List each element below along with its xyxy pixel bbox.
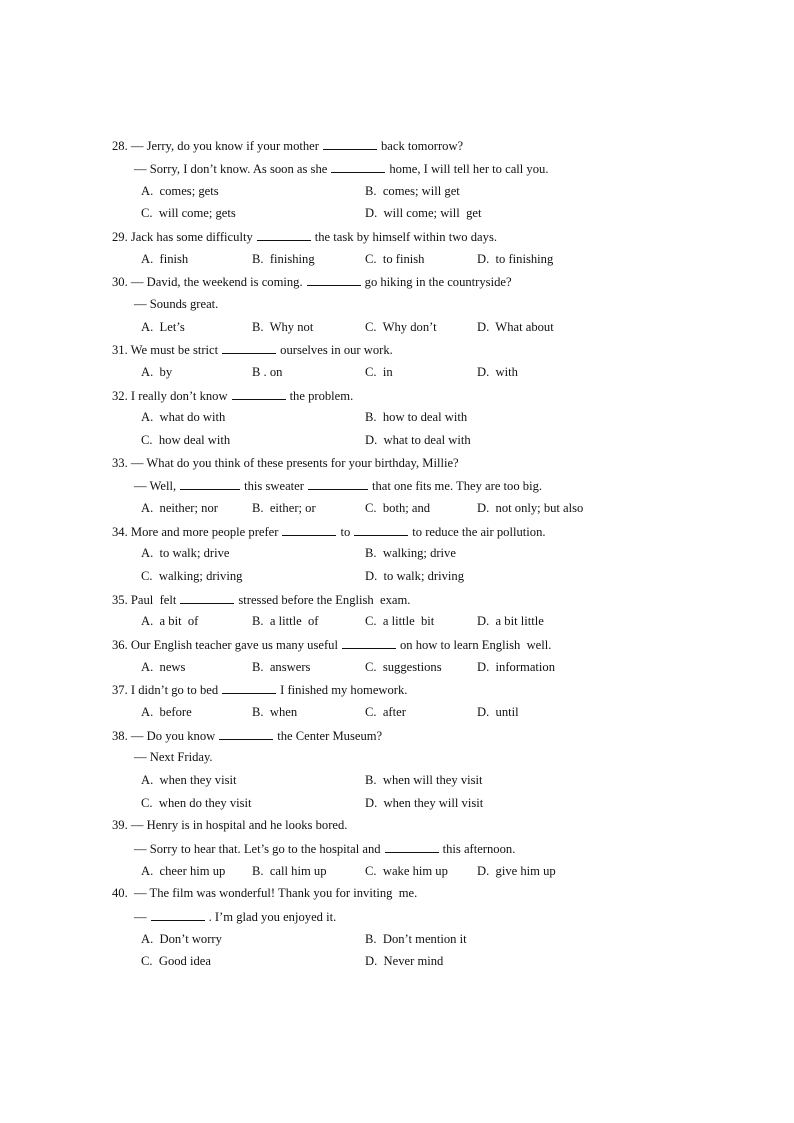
- option-c: C. Good idea: [141, 954, 211, 968]
- question-33-reply: — Well, this sweater that one fits me. They are too big.: [134, 479, 543, 493]
- option-d: D. Never mind: [365, 954, 444, 968]
- option-c: C. to finish: [365, 252, 425, 266]
- option-c: C. will come; gets: [141, 206, 236, 220]
- option-a: A. neither; nor: [141, 501, 218, 515]
- option-d: D. when they will visit: [365, 796, 484, 810]
- option-c: C. suggestions: [365, 660, 442, 674]
- question-28-reply: — Sorry, I don’t know. As soon as she home, I will tell her to call you.: [134, 162, 549, 176]
- answer-blank: [307, 273, 361, 286]
- option-a: A. what do with: [141, 410, 226, 424]
- option-d: D. what to deal with: [365, 433, 471, 447]
- answer-blank: [282, 523, 336, 536]
- option-a: A. Don’t worry: [141, 932, 222, 946]
- option-a: A. cheer him up: [141, 864, 226, 878]
- option-b: B. a little of: [252, 614, 319, 628]
- question-37-stem: 37. I didn’t go to bed I finished my homework.: [112, 683, 408, 697]
- option-c: C. after: [365, 705, 406, 719]
- option-b: B. answers: [252, 660, 311, 674]
- answer-blank: [180, 477, 240, 490]
- option-a: A. comes; gets: [141, 184, 219, 198]
- question-39-stem: 39. — Henry is in hospital and he looks bored.: [112, 818, 348, 832]
- option-b: B . on: [252, 365, 283, 379]
- question-36-stem: 36. Our English teacher gave us many useful on how to learn English well.: [112, 638, 552, 652]
- option-b: B. when will they visit: [365, 773, 483, 787]
- option-d: D. will come; will get: [365, 206, 482, 220]
- question-39-reply: — Sorry to hear that. Let’s go to the hospital and this afternoon.: [134, 842, 516, 856]
- option-b: B. when: [252, 705, 298, 719]
- option-b: B. Why not: [252, 320, 314, 334]
- option-a: A. Let’s: [141, 320, 185, 334]
- option-d: D. until: [477, 705, 519, 719]
- option-b: B. call him up: [252, 864, 327, 878]
- option-d: D. give him up: [477, 864, 556, 878]
- answer-blank: [308, 477, 368, 490]
- option-a: A. to walk; drive: [141, 546, 230, 560]
- question-34-stem: 34. More and more people prefer to to reduce the air pollution.: [112, 525, 546, 539]
- answer-blank: [222, 681, 276, 694]
- answer-blank: [257, 228, 311, 241]
- option-c: C. Why don’t: [365, 320, 437, 334]
- answer-blank: [219, 727, 273, 740]
- option-a: A. news: [141, 660, 186, 674]
- question-40-reply: — . I’m glad you enjoyed it.: [134, 910, 337, 924]
- option-b: B. how to deal with: [365, 410, 468, 424]
- answer-blank: [385, 840, 439, 853]
- option-a: A. when they visit: [141, 773, 237, 787]
- option-c: C. both; and: [365, 501, 431, 515]
- answer-blank: [331, 160, 385, 173]
- option-d: D. a bit little: [477, 614, 544, 628]
- option-c: C. wake him up: [365, 864, 448, 878]
- option-c: C. when do they visit: [141, 796, 252, 810]
- option-d: D. to finishing: [477, 252, 554, 266]
- option-a: A. a bit of: [141, 614, 199, 628]
- option-b: B. comes; will get: [365, 184, 460, 198]
- option-c: C. walking; driving: [141, 569, 243, 583]
- option-a: A. finish: [141, 252, 189, 266]
- answer-blank: [180, 591, 234, 604]
- question-30-stem: 30. — David, the weekend is coming. go hiking in the countryside?: [112, 275, 512, 289]
- answer-blank: [222, 341, 276, 354]
- option-d: D. not only; but also: [477, 501, 584, 515]
- question-40-stem: 40. — The film was wonderful! Thank you for inviting me.: [112, 886, 418, 900]
- question-31-stem: 31. We must be strict ourselves in our work.: [112, 343, 393, 357]
- question-30-reply: — Sounds great.: [134, 297, 219, 311]
- option-a: A. before: [141, 705, 192, 719]
- answer-blank: [342, 636, 396, 649]
- option-c: C. a little bit: [365, 614, 435, 628]
- option-b: B. Don’t mention it: [365, 932, 467, 946]
- option-b: B. finishing: [252, 252, 315, 266]
- option-b: B. either; or: [252, 501, 316, 515]
- option-a: A. by: [141, 365, 173, 379]
- option-d: D. with: [477, 365, 518, 379]
- answer-blank: [323, 137, 377, 150]
- answer-blank: [151, 908, 205, 921]
- answer-blank: [232, 387, 286, 400]
- question-28-stem: 28. — Jerry, do you know if your mother back tomorrow?: [112, 139, 464, 153]
- option-c: C. how deal with: [141, 433, 231, 447]
- option-d: D. to walk; driving: [365, 569, 464, 583]
- option-d: D. What about: [477, 320, 554, 334]
- answer-blank: [354, 523, 408, 536]
- question-35-stem: 35. Paul felt stressed before the English exam.: [112, 593, 411, 607]
- question-32-stem: 32. I really don’t know the problem.: [112, 389, 354, 403]
- option-b: B. walking; drive: [365, 546, 456, 560]
- option-d: D. information: [477, 660, 555, 674]
- question-29-stem: 29. Jack has some difficulty the task by himself within two days.: [112, 230, 497, 244]
- question-38-stem: 38. — Do you know the Center Museum?: [112, 729, 383, 743]
- question-38-reply: — Next Friday.: [134, 750, 213, 764]
- option-c: C. in: [365, 365, 393, 379]
- question-33-stem: 33. — What do you think of these presents for your birthday, Millie?: [112, 456, 459, 470]
